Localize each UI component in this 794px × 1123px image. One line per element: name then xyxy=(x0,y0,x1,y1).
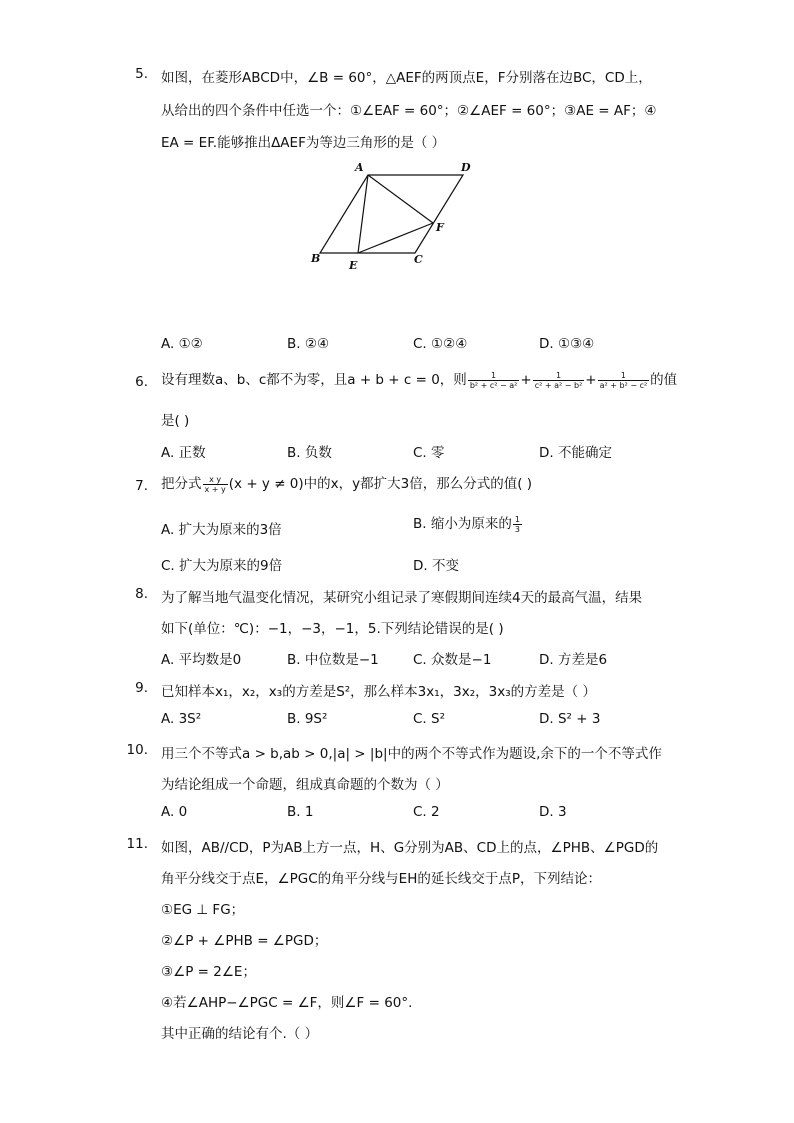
q6-option-a[interactable]: A. 正数 xyxy=(161,445,206,461)
segment-af xyxy=(368,175,433,223)
q8-option-c[interactable]: C. 众数是−1 xyxy=(413,652,492,668)
q6-option-c[interactable]: C. 零 xyxy=(413,445,445,461)
q10-line2: 为结论组成一个命题，组成真命题的个数为（ ） xyxy=(161,777,449,793)
q11-statement-4: ④若∠AHP−∠PGC = ∠F，则∠F = 60°. xyxy=(161,995,413,1011)
q5-option-b[interactable]: B. ②④ xyxy=(287,336,330,352)
q11-number: 11. xyxy=(126,836,148,852)
label-c: C xyxy=(414,253,423,266)
q6-option-d[interactable]: D. 不能确定 xyxy=(539,445,612,461)
label-a: A xyxy=(355,161,364,174)
q6-line2: 是( ) xyxy=(161,413,190,429)
q10-number: 10. xyxy=(126,742,148,758)
q5-option-c[interactable]: C. ①②④ xyxy=(413,336,468,352)
segment-ef xyxy=(358,223,433,253)
q5-line1: 如图，在菱形ABCD中，∠B = 60°，△AEF的两顶点E，F分别落在边BC，CD上， xyxy=(161,70,652,86)
label-b: B xyxy=(311,252,321,265)
q8-line1: 为了解当地气温变化情况，某研究小组记录了寒假期间连续4天的最高气温，结果 xyxy=(161,590,643,606)
label-e: E xyxy=(349,259,358,272)
q5-number: 5. xyxy=(135,66,148,82)
q8-option-d[interactable]: D. 方差是6 xyxy=(539,652,608,668)
q5-option-a[interactable]: A. ①② xyxy=(161,336,203,352)
q11-line2: 角平分线交于点E，∠PGC的角平分线与EH的延长线交于点P，下列结论： xyxy=(161,871,601,887)
rhombus-abcd xyxy=(320,175,463,253)
q11-last-line: 其中正确的结论有个.（ ） xyxy=(161,1026,319,1042)
q9-option-c[interactable]: C. S² xyxy=(413,711,445,727)
label-d: D xyxy=(461,161,471,174)
q6-fraction-2: $\frac{1}{\text{c² + a² − b²}}$ xyxy=(534,370,583,390)
q9-option-d[interactable]: D. S² + 3 xyxy=(539,711,601,727)
q8-option-b[interactable]: B. 中位数是−1 xyxy=(287,652,379,668)
q9-option-a[interactable]: A. 3S² xyxy=(161,711,202,727)
q10-option-d[interactable]: D. 3 xyxy=(539,804,567,820)
q9-line1: 已知样本x₁，x₂，x₃的方差是S²，那么样本3x₁，3x₂，3x₃的方差是（ ） xyxy=(161,684,596,700)
q7-option-c[interactable]: C. 扩大为原来的9倍 xyxy=(161,558,283,574)
q7-line1: 把分式 $\frac{\text{x y}}{x + y}$ (x + y ≠ 0)中的x，y都扩大3倍，那么分式的值( ) xyxy=(161,474,533,494)
q9-option-b[interactable]: B. 9S² xyxy=(287,711,328,727)
q6-pre: 设有理数a、b、c都不为零，且a + b + c = 0，则 xyxy=(161,372,467,388)
q8-line2: 如下(单位：℃)：−1，−3，−1，5.下列结论错误的是( ) xyxy=(161,621,504,637)
q7-option-b[interactable]: B. 缩小为原来的 $\frac{1}{3}$ xyxy=(413,514,520,534)
q7-number: 7. xyxy=(135,478,148,494)
q8-option-a[interactable]: A. 平均数是0 xyxy=(161,652,242,668)
q10-option-c[interactable]: C. 2 xyxy=(413,804,440,820)
q10-option-a[interactable]: A. 0 xyxy=(161,804,188,820)
q11-statement-1: ①EG ⊥ FG； xyxy=(161,902,245,918)
q7-fraction: $\frac{\text{x y}}{x + y}$ xyxy=(204,474,226,494)
q11-statement-2: ②∠P + ∠PHB = ∠PGD； xyxy=(161,933,328,949)
q7-option-a[interactable]: A. 扩大为原来的3倍 xyxy=(161,522,282,538)
q10-option-b[interactable]: B. 1 xyxy=(287,804,314,820)
q6-option-b[interactable]: B. 负数 xyxy=(287,445,332,461)
q6-number: 6. xyxy=(135,374,148,390)
q10-line1: 用三个不等式a > b,ab > 0,|a| > |b|中的两个不等式作为题设,余下的一个不等式作 xyxy=(161,746,662,762)
label-f: F xyxy=(436,221,444,234)
q5-line3: EA = EF.能够推出ΔAEF为等边三角形的是（ ） xyxy=(161,135,446,151)
q6-fraction-1: $\frac{1}{\text{b² + c² − a²}}$ xyxy=(469,370,518,390)
q8-number: 8. xyxy=(135,586,148,602)
q6-post: 的值 xyxy=(650,372,678,388)
q5-line2: 从给出的四个条件中任选一个：①∠EAF = 60°；②∠AEF = 60°；③AE = AF；④ xyxy=(161,103,657,119)
q11-statement-3: ③∠P = 2∠E； xyxy=(161,964,256,980)
q9-number: 9. xyxy=(135,680,148,696)
q7-option-d[interactable]: D. 不变 xyxy=(413,558,459,574)
q5-option-d[interactable]: D. ①③④ xyxy=(539,336,595,352)
rhombus-figure xyxy=(300,155,480,275)
segment-ae xyxy=(358,175,368,253)
q11-line1: 如图，AB//CD，P为AB上方一点，H、G分别为AB、CD上的点，∠PHB、∠PGD的 xyxy=(161,840,659,856)
q6-line1: 设有理数a、b、c都不为零，且a + b + c = 0，则 $\frac{1}{\text{b² + c² − a²}}$ + $\frac{1}{\text{c² + a² − b²}}$ + $\frac{1}{\text{a² + b² − c²}}$ 的值 xyxy=(161,370,678,390)
q6-fraction-3: $\frac{1}{\text{a² + b² − c²}}$ xyxy=(599,370,648,390)
